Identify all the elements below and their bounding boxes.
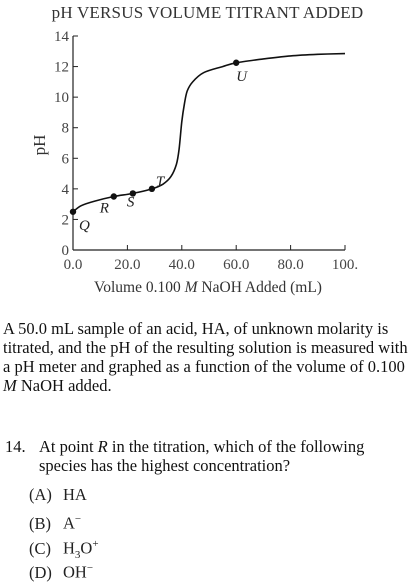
x-tick-label: 80.0: [277, 257, 304, 273]
x-axis-label: Volume 0.100 M NaOH Added (mL): [94, 279, 322, 296]
question-stem: At point R in the titration, which of the following species has the highest concentration?: [39, 437, 365, 475]
choice-d[interactable]: [29, 559, 93, 582]
chart-title: pH VERSUS VOLUME TITRANT ADDED: [51, 3, 364, 22]
y-tick-label: 8: [61, 120, 69, 137]
point-t-label: T: [155, 173, 165, 190]
y-tick-label: 6: [61, 151, 69, 168]
titration-curve: [73, 54, 345, 212]
point-u-label: U: [236, 68, 248, 85]
choice-text: H: [63, 538, 75, 558]
choice-text: A: [63, 513, 75, 533]
choice-letter: (B): [29, 513, 51, 533]
choice-text: OH: [63, 562, 87, 582]
x-tick-label: 60.0: [223, 257, 250, 273]
y-tick-label: 14: [54, 29, 69, 45]
y-tick-label: 4: [61, 181, 69, 198]
y-axis-label: pH: [30, 134, 49, 156]
y-tick-label: 12: [54, 59, 69, 76]
choice-superscript: −: [86, 562, 94, 574]
y-ticks: [54, 29, 78, 259]
choice-a[interactable]: [29, 485, 87, 504]
question-number: 14.: [5, 437, 26, 456]
x-tick-label: 40.0: [168, 257, 195, 273]
y-tick-label: 0: [61, 243, 69, 259]
x-tick-label: 20.0: [114, 257, 141, 273]
choice-b[interactable]: [29, 510, 81, 533]
y-tick-label: 10: [54, 90, 69, 107]
choice-text-rest: O: [80, 538, 93, 558]
passage-text: A 50.0 mL sample of an acid, HA, of unknown molarity is titrated, and the pH of the resulting solution is measured with a pH meter and graphed as a function of the volume of 0.100 M NaOH added.: [3, 319, 408, 395]
point-r-label: R: [99, 200, 109, 217]
point-u-marker: [233, 60, 239, 66]
choice-subscript: 3: [74, 548, 81, 561]
choice-letter: (A): [29, 485, 52, 504]
y-tick-label: 2: [61, 212, 69, 229]
chart-axes: [73, 36, 345, 250]
point-q-label: Q: [79, 217, 90, 234]
choice-text: HA: [63, 485, 87, 504]
x-ticks: [61, 243, 359, 273]
choice-superscript: −: [74, 513, 82, 525]
point-t-marker: [149, 186, 155, 192]
x-tick-label: 0.0: [63, 257, 83, 273]
point-s-label: S: [126, 194, 135, 211]
choice-letter: (C): [29, 538, 51, 558]
point-r-marker: [111, 193, 117, 199]
choice-letter: (D): [29, 562, 52, 582]
labeled-points: [70, 60, 248, 234]
x-tick-label: 100.: [331, 257, 359, 273]
point-q-marker: [70, 209, 76, 215]
choice-superscript: +: [92, 538, 99, 550]
